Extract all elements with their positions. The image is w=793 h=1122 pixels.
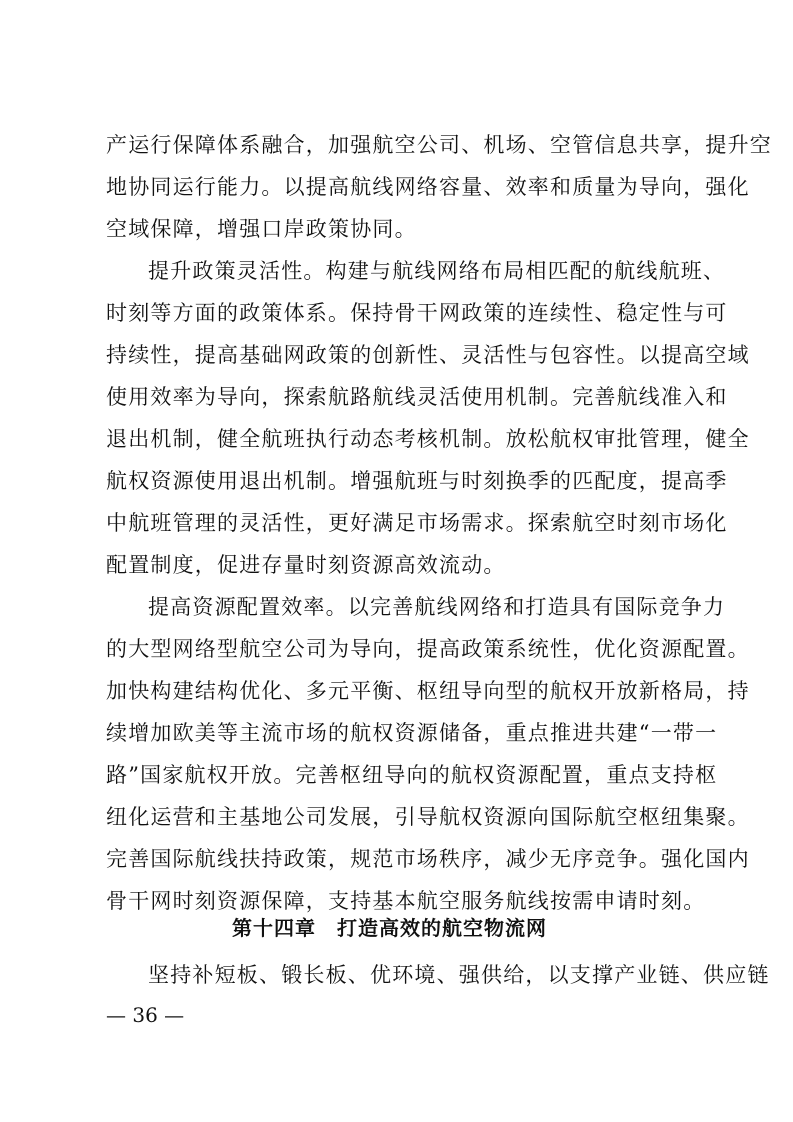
paragraph-3-line-4: 续增加欧美等主流市场的航权资源储备，重点推进共建“一带一	[106, 721, 718, 745]
paragraph-1-line-2: 地协同运行能力。以提高航线网络容量、效率和质量为导向，强化	[106, 175, 750, 199]
paragraph-2-line-1: 提升政策灵活性。构建与航线网络布局相匹配的航线航班、	[148, 259, 726, 283]
paragraph-3-line-6: 纽化运营和主基地公司发展，引导航权资源向国际航空枢纽集聚。	[106, 805, 750, 829]
paragraph-2-line-5: 退出机制，健全航班执行动态考核机制。放松航权审批管理，健全	[106, 427, 750, 451]
paragraph-2-line-2: 时刻等方面的政策体系。保持骨干网政策的连续性、稳定性与可	[106, 301, 728, 325]
paragraph-1-line-3: 空域保障，增强口岸政策协同。	[106, 217, 417, 241]
page-number: — 36 —	[106, 1003, 185, 1027]
chapter-heading: 第十四章 打造高效的航空物流网	[232, 916, 547, 940]
paragraph-1-line-1: 产运行保障体系融合，加强航空公司、机场、空管信息共享，提升空	[106, 133, 772, 157]
paragraph-2-line-8: 配置制度，促进存量时刻资源高效流动。	[106, 553, 506, 577]
paragraph-3-line-8: 骨干网时刻资源保障，支持基本航空服务航线按需申请时刻。	[106, 889, 706, 913]
paragraph-3-line-3: 加快构建结构优化、多元平衡、枢纽导向型的航权开放新格局，持	[106, 679, 750, 703]
paragraph-2-line-7: 中航班管理的灵活性，更好满足市场需求。探索航空时刻市场化	[106, 511, 728, 535]
paragraph-3-line-1: 提高资源配置效率。以完善航线网络和打造具有国际竞争力	[148, 595, 726, 619]
paragraph-4-line-1: 坚持补短板、锻长板、优环境、强供给，以支撑产业链、供应链	[148, 963, 770, 987]
paragraph-3-line-2: 的大型网络型航空公司为导向，提高政策系统性，优化资源配置。	[106, 637, 750, 661]
paragraph-3-line-5: 路”国家航权开放。完善枢纽导向的航权资源配置，重点支持枢	[106, 763, 718, 787]
paragraph-2-line-6: 航权资源使用退出机制。增强航班与时刻换季的匹配度，提高季	[106, 469, 728, 493]
paragraph-3-line-7: 完善国际航线扶持政策，规范市场秩序，减少无序竞争。强化国内	[106, 847, 750, 871]
paragraph-2-line-4: 使用效率为导向，探索航路航线灵活使用机制。完善航线准入和	[106, 385, 728, 409]
paragraph-2-line-3: 持续性，提高基础网政策的创新性、灵活性与包容性。以提高空域	[106, 343, 750, 367]
